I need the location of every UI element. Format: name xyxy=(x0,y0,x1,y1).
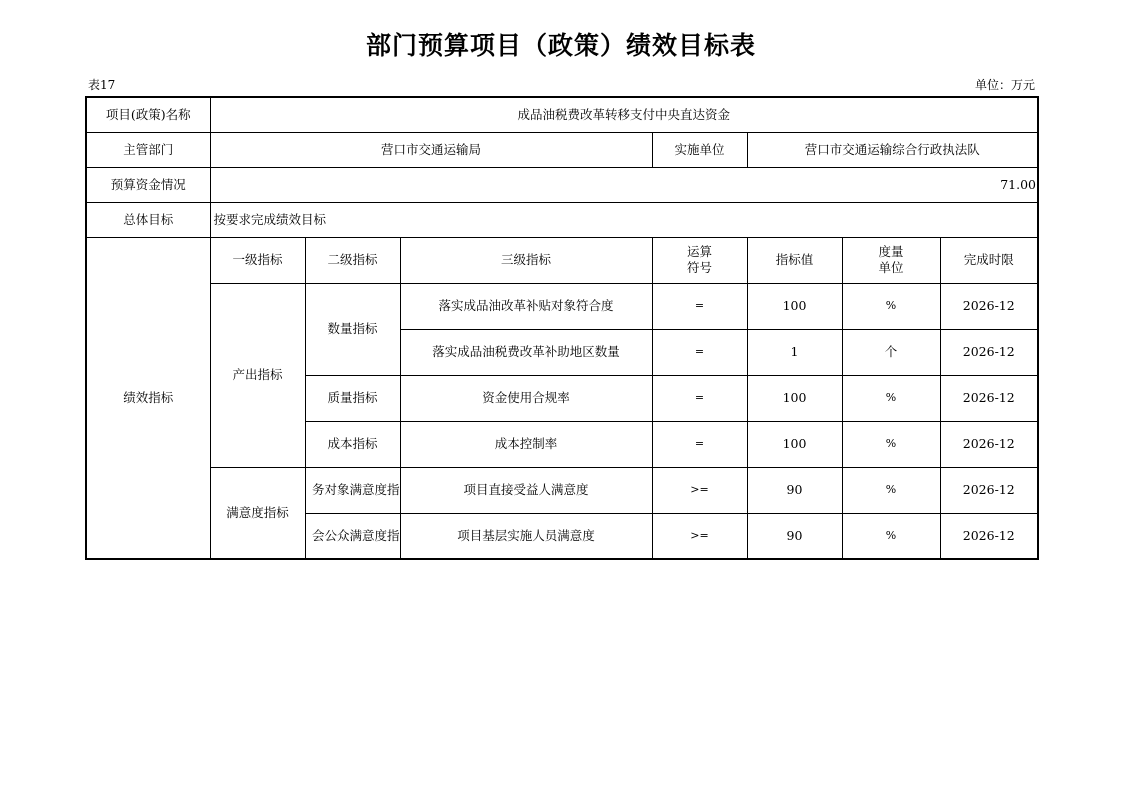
measure-unit: % xyxy=(842,283,940,329)
implementing-unit-label: 实施单位 xyxy=(652,132,747,167)
project-name-label: 项目(政策)名称 xyxy=(86,97,210,132)
project-name-value: 成品油税费改革转移支付中央直达资金 xyxy=(210,97,1038,132)
operator: = xyxy=(652,329,747,375)
indicator-header-row xyxy=(86,237,1038,283)
indicator-value: 1 xyxy=(747,329,842,375)
project-name-row xyxy=(86,97,1038,132)
table-row xyxy=(86,283,1038,329)
overall-goal-row xyxy=(86,202,1038,237)
deadline: 2026-12 xyxy=(940,375,1038,421)
table-number: 表17 xyxy=(88,78,116,92)
level1-output: 产出指标 xyxy=(210,283,305,467)
level1-satisfaction: 满意度指标 xyxy=(210,467,305,559)
deadline: 2026-12 xyxy=(940,283,1038,329)
performance-indicators-label: 绩效指标 xyxy=(86,237,210,559)
header-level1: 一级指标 xyxy=(210,237,305,283)
operator: = xyxy=(652,421,747,467)
measure-unit: % xyxy=(842,421,940,467)
header-operator-line1: 运算 xyxy=(686,244,712,260)
budget-label: 预算资金情况 xyxy=(86,167,210,202)
header-level3: 三级指标 xyxy=(400,237,652,283)
measure-unit: 个 xyxy=(842,329,940,375)
header-level2: 二级指标 xyxy=(305,237,400,283)
measure-unit: % xyxy=(842,467,940,513)
overall-goal-label: 总体目标 xyxy=(86,202,210,237)
level2-quantity: 数量指标 xyxy=(305,283,400,375)
page-title: 部门预算项目（政策）绩效目标表 xyxy=(365,31,756,60)
measure-unit: % xyxy=(842,375,940,421)
header-operator-line2: 符号 xyxy=(686,260,712,275)
deadline: 2026-12 xyxy=(940,513,1038,559)
indicator-value: 90 xyxy=(747,513,842,559)
indicator-value: 100 xyxy=(747,421,842,467)
budget-row xyxy=(86,167,1038,202)
indicator-value: 90 xyxy=(747,467,842,513)
level3-name: 资金使用合规率 xyxy=(400,375,652,421)
table-row xyxy=(86,467,1038,513)
header-value: 指标值 xyxy=(747,237,842,283)
department-value: 营口市交通运输局 xyxy=(210,132,652,167)
indicator-value: 100 xyxy=(747,283,842,329)
level2-quality: 质量指标 xyxy=(305,375,400,421)
indicator-value: 100 xyxy=(747,375,842,421)
deadline: 2026-12 xyxy=(940,421,1038,467)
header-unit-line1: 度量 xyxy=(878,244,904,260)
operator: >= xyxy=(652,467,747,513)
level2-service-target-satisfaction: 务对象满意度指 xyxy=(305,467,400,513)
performance-target-table xyxy=(85,96,1039,560)
level3-name: 落实成品油税费改革补助地区数量 xyxy=(400,329,652,375)
operator: >= xyxy=(652,513,747,559)
level2-public-satisfaction: 会公众满意度指 xyxy=(305,513,400,559)
unit-label: 单位：万元 xyxy=(974,78,1035,92)
level3-name: 项目直接受益人满意度 xyxy=(400,467,652,513)
header-unit-line2: 单位 xyxy=(878,260,904,275)
implementing-unit-value: 营口市交通运输综合行政执法队 xyxy=(747,132,1038,167)
overall-goal-value: 按要求完成绩效目标 xyxy=(210,202,1038,237)
level3-name: 项目基层实施人员满意度 xyxy=(400,513,652,559)
level3-name: 成本控制率 xyxy=(400,421,652,467)
level3-name: 落实成品油改革补贴对象符合度 xyxy=(400,283,652,329)
deadline: 2026-12 xyxy=(940,329,1038,375)
deadline: 2026-12 xyxy=(940,467,1038,513)
operator: = xyxy=(652,375,747,421)
operator: = xyxy=(652,283,747,329)
level2-cost: 成本指标 xyxy=(305,421,400,467)
measure-unit: % xyxy=(842,513,940,559)
header-deadline: 完成时限 xyxy=(940,237,1038,283)
header-operator xyxy=(652,237,747,283)
header-unit xyxy=(842,237,940,283)
budget-value: 71.00 xyxy=(210,167,1038,202)
department-row xyxy=(86,132,1038,167)
department-label: 主管部门 xyxy=(86,132,210,167)
